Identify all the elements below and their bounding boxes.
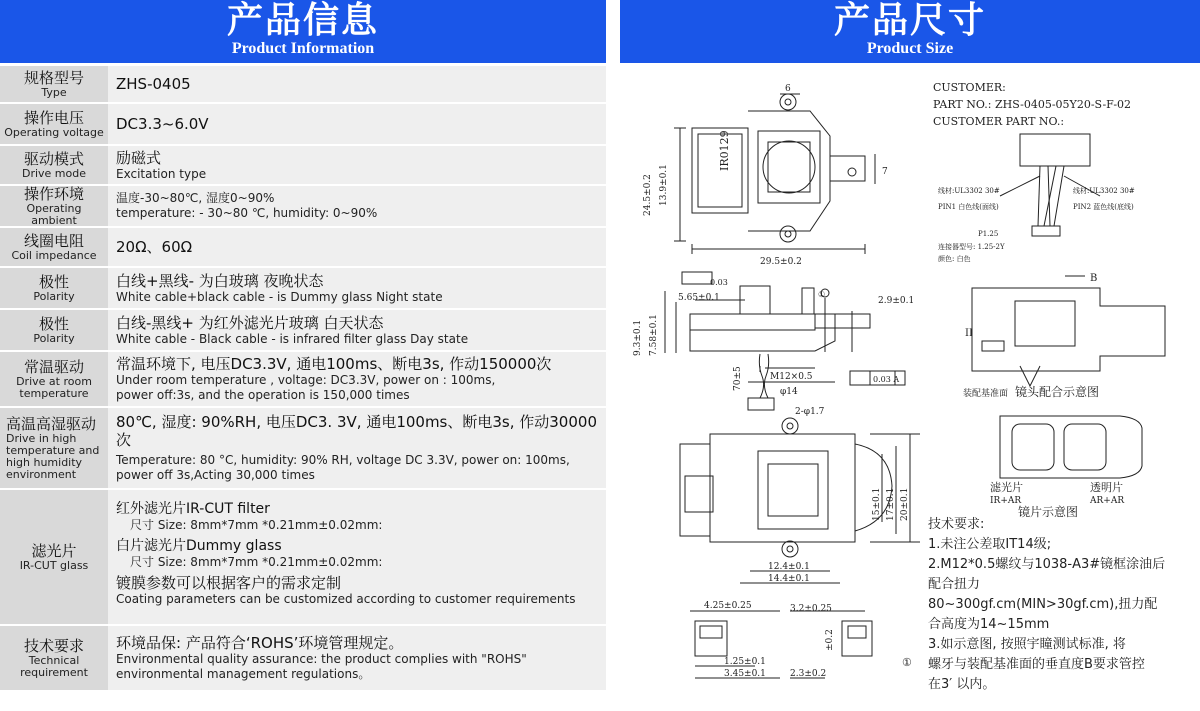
dim-4-25: 4.25±0.25 xyxy=(704,601,752,611)
color-label: 颜色: 白色 xyxy=(938,255,971,263)
connector-views xyxy=(690,611,872,678)
dim-12-4: 12.4±0.1 xyxy=(768,562,810,572)
customer-label: CUSTOMER: xyxy=(933,81,1006,94)
ir-ar-label: 滤光片 xyxy=(990,481,1023,494)
spec-value: 励磁式 Excitation type xyxy=(108,146,606,184)
product-size-subtitle: Product Size xyxy=(866,40,954,57)
spec-value: ZHS-0405 xyxy=(108,66,606,102)
pin1-label: PIN1 白色线(面线) xyxy=(938,203,999,211)
dim-70: 70±5 xyxy=(733,366,743,391)
assembly-ref: 装配基准面 xyxy=(963,389,1009,399)
spec-row-drive-mode xyxy=(0,146,606,186)
dim-0-2: ±0.2 xyxy=(825,629,835,651)
spec-value: 白线-黑线+ 为红外滤光片玻璃 白天状态 White cable - Black cable - is infrared filter glass Day state xyxy=(108,310,606,350)
dim-3-45: 3.45±0.1 xyxy=(724,669,766,679)
wire-left: 线材:UL3302 30# xyxy=(938,187,1000,195)
dim-7-58: 7.58±0.1 xyxy=(649,314,659,356)
tech-line-1: 1.未注公差取IT14级; xyxy=(928,537,1052,552)
spec-value: 20Ω、60Ω xyxy=(108,228,606,266)
dim-14-4: 14.4±0.1 xyxy=(768,574,810,584)
spec-row-high-temp-drive xyxy=(0,408,606,490)
spec-value: 80℃, 湿度: 90%RH, 电压DC3. 3V, 通电100ms、断电3s, 作动30000次 Temperature: 80 °C, humidity: 90% RH, voltage DC 3.3V, power on: 100ms, power off 3s,Acting 30,000 times xyxy=(108,408,606,488)
product-size-header xyxy=(620,0,1200,63)
spec-label: 操作电压 Operating voltage xyxy=(0,104,108,144)
dim-13-9: 13.9±0.1 xyxy=(659,164,669,206)
lens-fit-diagram xyxy=(972,276,1165,386)
dim-1-25: 1.25±0.1 xyxy=(724,657,766,667)
spec-value: 环境品保: 产品符合‘ROHS’环境管理规定。 Environmental quality assurance: the product complies with "ROHS" environmental management regulations。 xyxy=(108,626,606,690)
product-size-title: 产品尺寸 xyxy=(833,0,986,41)
wire-right: 线材:UL3302 30# xyxy=(1073,187,1135,195)
tech-line-2a: 2.M12*0.5螺纹与1038-A3#镜框涂油后 xyxy=(928,557,1166,572)
dim-2-9: 2.9±0.1 xyxy=(878,296,915,306)
dim-2-3: 2.3±0.2 xyxy=(790,669,827,679)
lens-sheet-caption: 镜片示意图 xyxy=(1018,505,1079,519)
tech-line-2d: 合高度为14~15mm xyxy=(928,617,1050,632)
tech-line-3c: 在3′ 以内。 xyxy=(928,677,996,692)
lens-sheet-diagram xyxy=(1000,416,1142,478)
dim-phi14: φ14 xyxy=(780,387,798,397)
dim-20: 20±0.1 xyxy=(900,487,910,521)
dim-3-2: 3.2±0.25 xyxy=(790,604,832,614)
spec-label: 规格型号 Type xyxy=(0,66,108,102)
circle-1-footnote: ① xyxy=(902,656,912,669)
spec-row-type xyxy=(0,66,606,104)
spec-row-polarity-night xyxy=(0,268,606,310)
dim-0-03-a: 0.03 xyxy=(710,278,728,287)
spec-label: 驱动模式 Drive mode xyxy=(0,146,108,184)
dim-7: 7 xyxy=(882,167,888,177)
tech-line-2b: 配合扭力 xyxy=(928,577,981,592)
spec-label: 极性 Polarity xyxy=(0,310,108,350)
bottom-view xyxy=(680,418,920,583)
spec-value: 红外滤光片IR-CUT filter 尺寸 Size: 8mm*7mm *0.21mm±0.02mm: 白片滤光片Dummy glass 尺寸 Size: 8mm*7mm *0.21mm±0.02mm: 镀膜参数可以根据客户的需求定制 Coating parameters can be customized according to customer requirements xyxy=(108,490,606,624)
dim-m12: M12×0.5 xyxy=(770,372,813,382)
pitch-label: P1.25 xyxy=(978,230,999,238)
label-ii: II xyxy=(965,328,973,339)
part-no: PART NO.: ZHS-0405-05Y20-S-F-02 xyxy=(933,98,1132,111)
dimension-drawing xyxy=(620,66,1200,711)
dim-24-5: 24.5±0.2 xyxy=(643,174,653,216)
product-info-title: 产品信息 xyxy=(226,0,379,41)
front-view xyxy=(674,94,875,254)
customer-part-no: CUSTOMER PART NO.: xyxy=(933,115,1065,128)
dim-0-03-b: 0.03 A xyxy=(873,375,900,384)
dim-15: 15±0.1 xyxy=(872,487,882,521)
pin2-label: PIN2 蓝色线(底线) xyxy=(1073,203,1134,211)
spec-value: DC3.3~6.0V xyxy=(108,104,606,144)
clear-label: 透明片 xyxy=(1090,481,1123,494)
tech-line-3a: 3.如示意图, 按照宇瞳测试标准, 将 xyxy=(928,637,1126,652)
spec-label: 技术要求 Technical requirement xyxy=(0,626,108,690)
spec-label: 常温驱动 Drive at room temperature xyxy=(0,352,108,406)
dim-6: 6 xyxy=(785,84,791,94)
tech-line-3b: 螺牙与装配基准面的垂直度B要求管控 xyxy=(928,657,1145,672)
spec-row-polarity-day xyxy=(0,310,606,352)
tech-title: 技术要求: xyxy=(928,517,985,532)
spec-label: 线圈电阻 Coil impedance xyxy=(0,228,108,266)
label-b: B xyxy=(1090,273,1098,284)
ir-ar-sub: IR+AR xyxy=(990,496,1022,506)
spec-label: 操作环境 Operating ambient xyxy=(0,186,108,226)
dim-2-phi: 2-φ1.7 xyxy=(795,407,825,417)
spec-row-tech-requirement xyxy=(0,626,606,692)
clear-sub: AR+AR xyxy=(1090,496,1125,506)
spec-label: 极性 Polarity xyxy=(0,268,108,308)
spec-table xyxy=(0,66,606,692)
spec-value: 白线+黑线- 为白玻璃 夜晚状态 White cable+black cable - is Dummy glass Night state xyxy=(108,268,606,308)
spec-row-room-drive xyxy=(0,352,606,408)
dim-29-5: 29.5±0.2 xyxy=(760,257,802,267)
product-info-subtitle: Product Information xyxy=(231,40,375,57)
tech-line-2c: 80~300gf.cm(MIN>30gf.cm),扭力配 xyxy=(928,597,1158,612)
spec-value: 温度-30~80℃, 湿度0~90% temperature: - 30~80 ℃, humidity: 0~90% xyxy=(108,186,606,226)
spec-label: 高温高湿驱动 Drive in high temperature and high humidity environment xyxy=(0,408,108,488)
lens-fit-caption: 镜头配合示意图 xyxy=(1015,385,1100,399)
product-info-header xyxy=(0,0,606,63)
ir-label: IR0129 xyxy=(718,130,731,171)
dim-9-3: 9.3±0.1 xyxy=(633,319,643,356)
spec-value: 常温环境下, 电压DC3.3V, 通电100ms、断电3s, 作动150000次 Under room temperature , voltage: DC3.3V, power on : 100ms, power off:3s, and the operation is 150,000 times xyxy=(108,352,606,406)
connector-label: 连接器型号: 1.25-2Y xyxy=(938,243,1005,251)
spec-row-coil xyxy=(0,228,606,268)
dim-17: 17±0.1 xyxy=(886,487,896,521)
circle-1: ① xyxy=(818,290,826,299)
dim-5-65: 5.65±0.1 xyxy=(678,293,720,303)
spec-row-voltage xyxy=(0,104,606,146)
spec-row-ambient xyxy=(0,186,606,228)
spec-label: 滤光片 IR-CUT glass xyxy=(0,490,108,624)
spec-row-ir-cut xyxy=(0,490,606,626)
cable-diagram xyxy=(1000,134,1100,236)
